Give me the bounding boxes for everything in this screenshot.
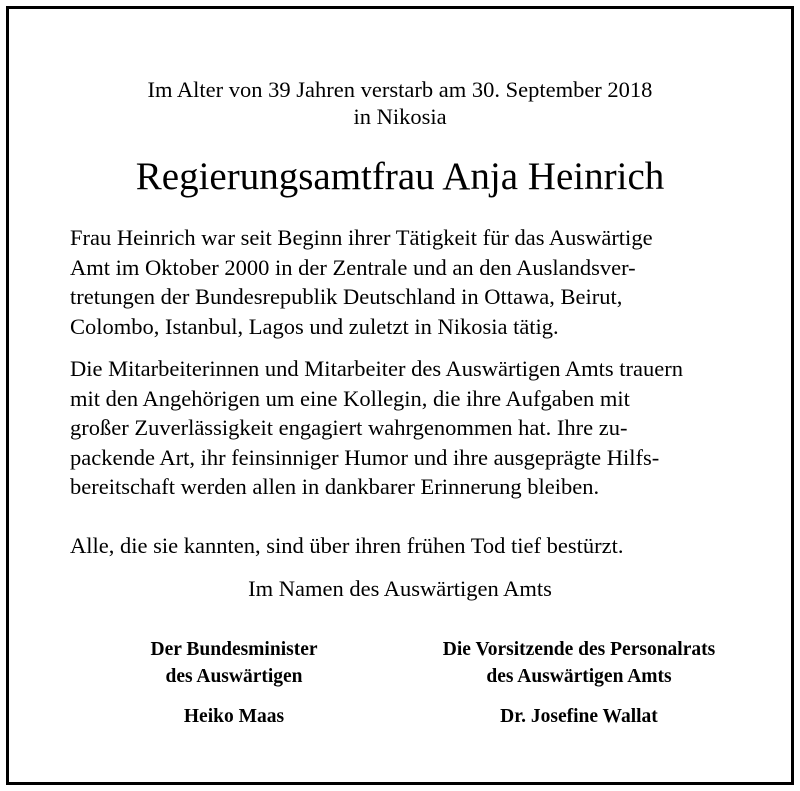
text-line: packende Art, ihr feinsinniger Humor und ihre ausgeprägte Hilfs- xyxy=(70,444,660,470)
signatory-name: Dr. Josefine Wallat xyxy=(500,706,658,727)
signatory-minister xyxy=(94,636,374,730)
obituary-frame xyxy=(6,6,794,785)
paragraph-mourning xyxy=(70,354,734,502)
text-line: tretungen der Bundesrepublik Deutschland in Ottawa, Beirut, xyxy=(70,284,623,309)
on-behalf-line: Im Namen des Auswärtigen Amts xyxy=(248,576,552,601)
signatory-name: Heiko Maas xyxy=(183,706,285,727)
text-line: bereitschaft werden allen in dankbarer Erinnerung bleiben. xyxy=(70,474,600,499)
text-line: Alle, die sie kannten, sind über ihren frühen Tod tief bestürzt. xyxy=(70,533,624,558)
signatory-staff-council xyxy=(409,636,749,730)
text-line: Frau Heinrich war seit Beginn ihrer Tätigkeit für das Auswärtige xyxy=(70,225,653,250)
deceased-name: Regierungsamtfrau Anja Heinrich xyxy=(135,155,665,198)
signatory-title: des Auswärtigen xyxy=(165,666,303,687)
paragraph-career xyxy=(70,223,734,341)
intro-text xyxy=(9,76,791,130)
text-line: Die Mitarbeiterinnen und Mitarbeiter des Auswärtigen Amts trauern xyxy=(70,356,683,381)
text-line: Colombo, Istanbul, Lagos und zuletzt in Nikosia tätig. xyxy=(70,313,559,339)
intro-line: Im Alter von 39 Jahren verstarb am 30. September 2018 xyxy=(147,77,653,102)
text-line: großer Zuverlässigkeit engagiert wahrgenommen hat. Ihre zu- xyxy=(70,415,628,440)
signatory-title: Der Bundesminister xyxy=(150,639,318,660)
text-line: mit den Angehörigen um eine Kollegin, die ihre Aufgaben mit xyxy=(70,385,630,411)
signatory-title: des Auswärtigen Amts xyxy=(486,666,672,687)
text-line: Amt im Oktober 2000 in der Zentrale und an den Auslandsver- xyxy=(70,254,636,280)
signatory-title: Die Vorsitzende des Personalrats xyxy=(442,639,716,660)
intro-line: in Nikosia xyxy=(353,104,447,129)
paragraph-closing xyxy=(70,531,734,561)
